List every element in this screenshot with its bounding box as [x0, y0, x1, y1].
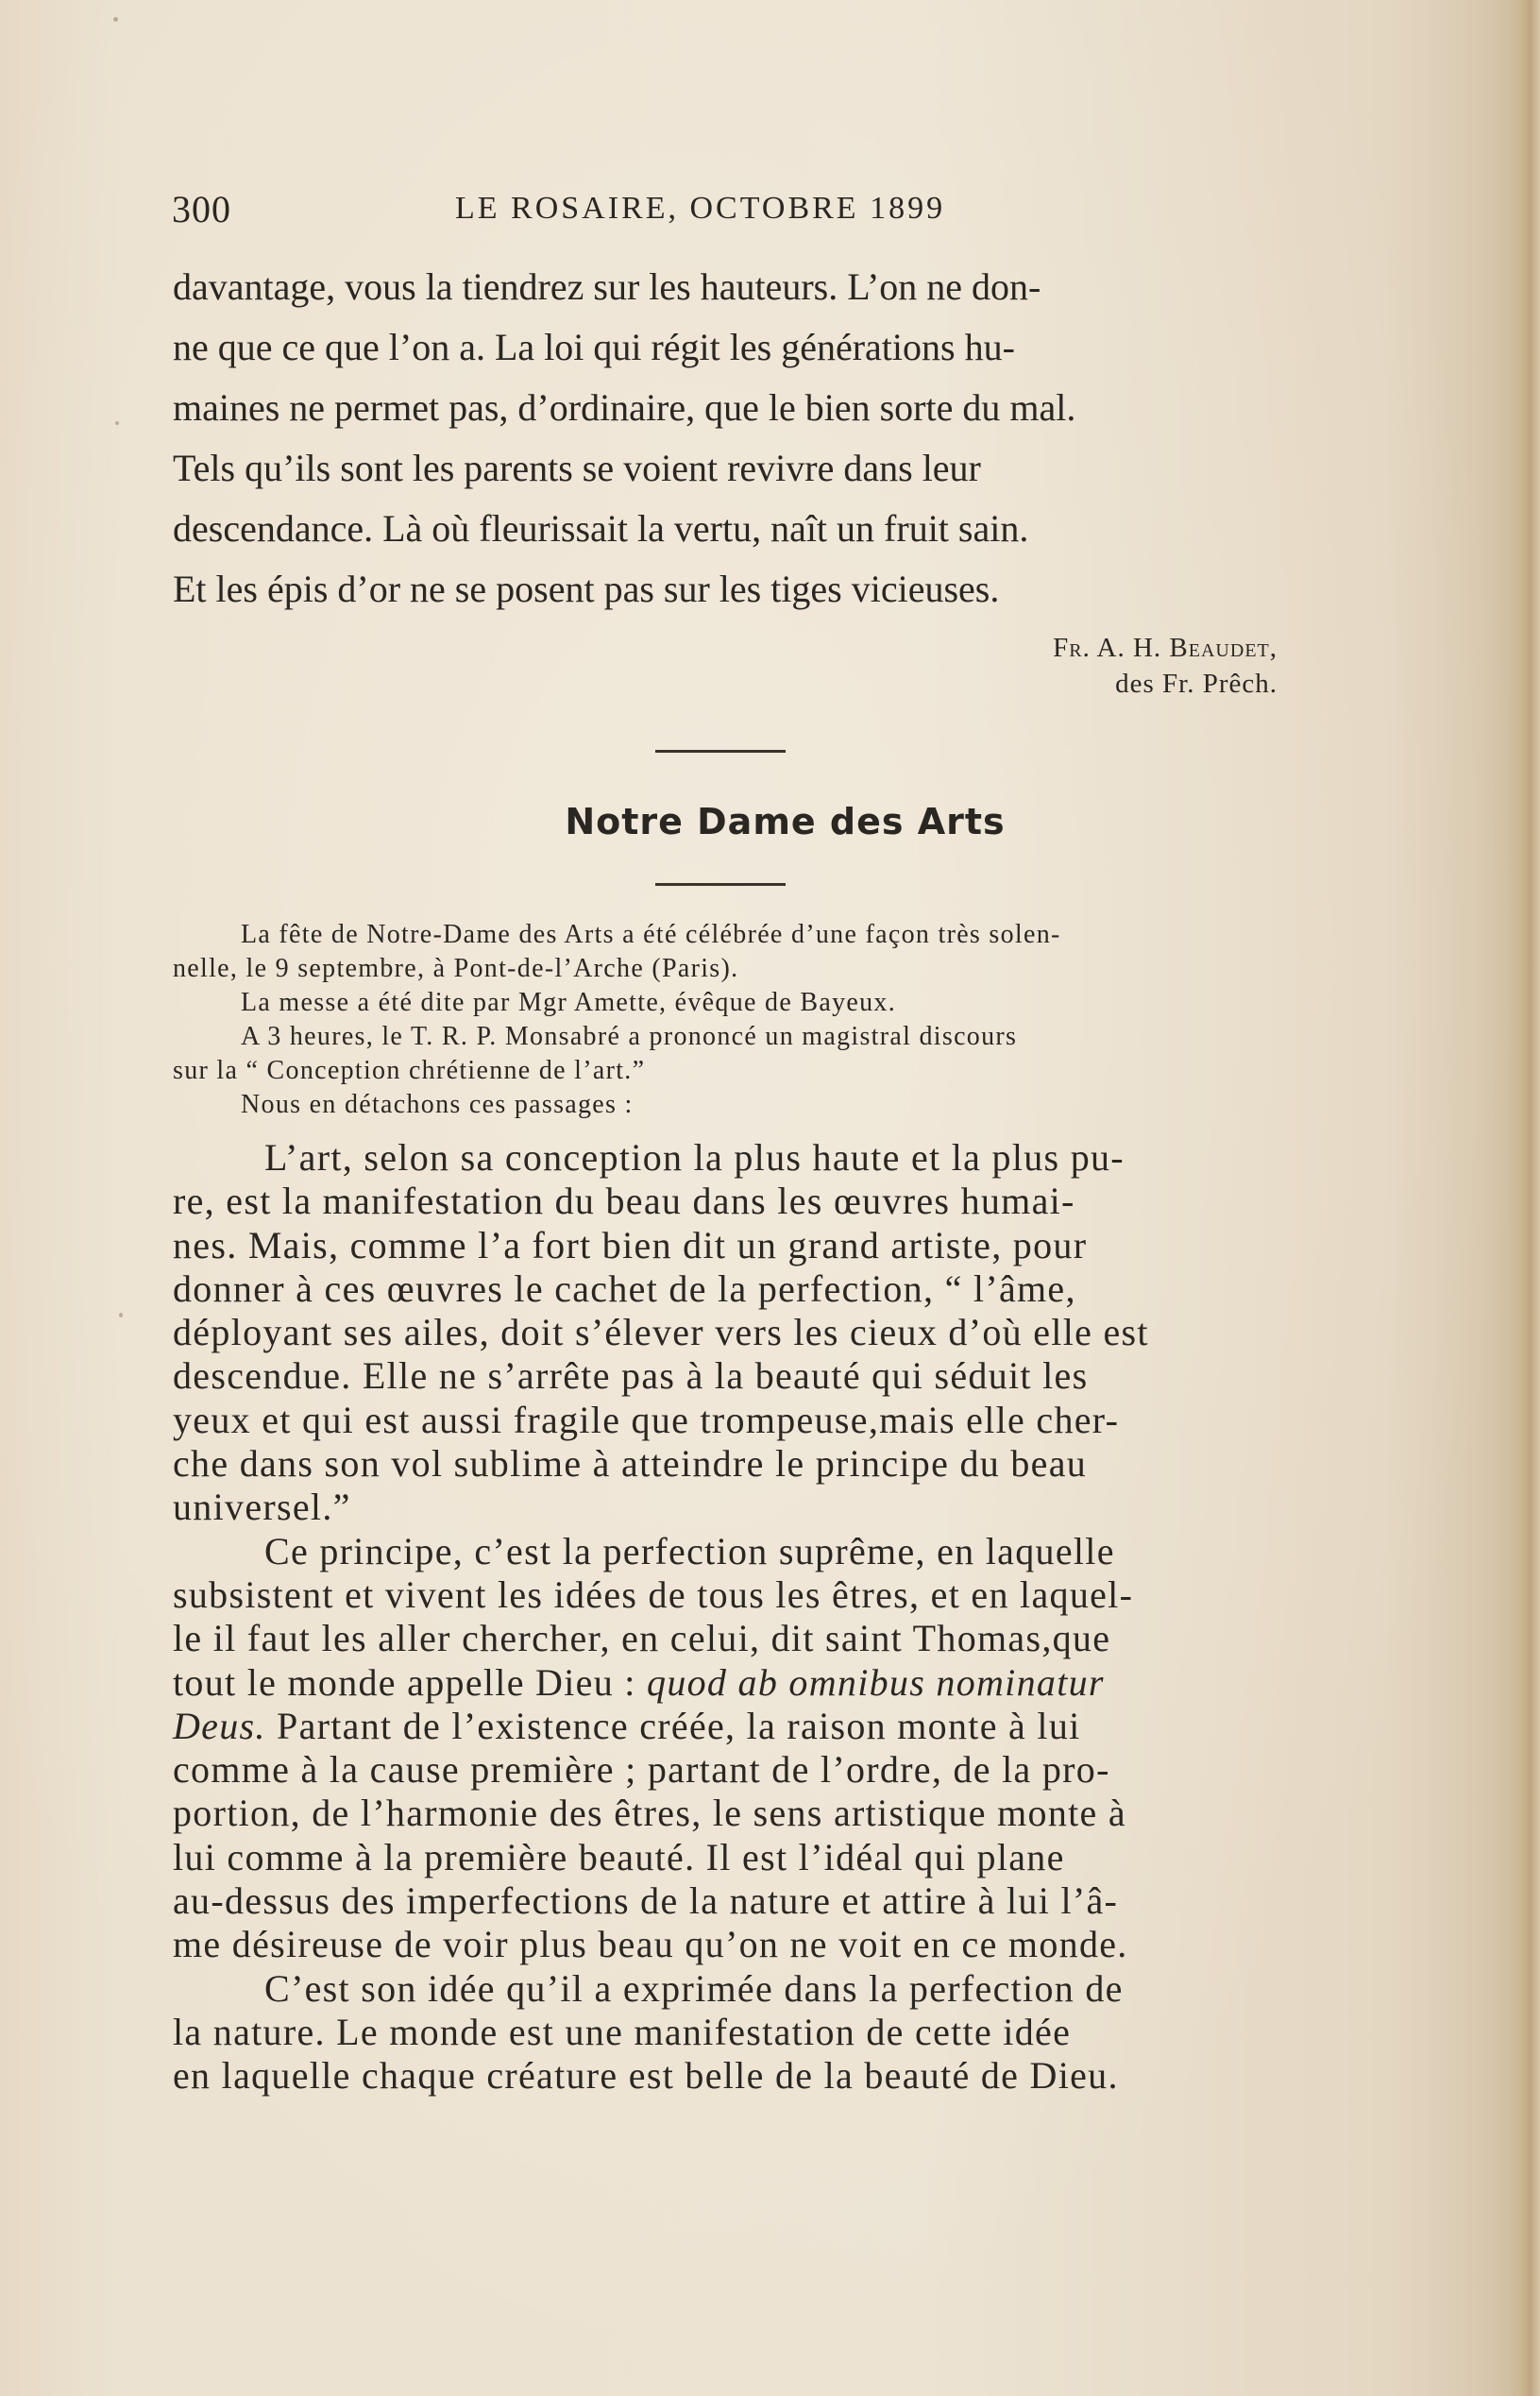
intro-line: sur la “ Conception chrétienne de l’art.” [173, 1056, 646, 1085]
author-signature [1053, 630, 1278, 702]
article-line: descendue. Elle ne s’arrête pas à la beauté qui séduit les [173, 1354, 1089, 1398]
article-line: universel.” [173, 1486, 351, 1529]
page-edge-shadow [1508, 0, 1540, 2396]
section-rule-top [655, 750, 786, 753]
article-line [173, 1705, 1278, 1748]
paper-speck [119, 1313, 123, 1317]
text-line: davantage, vous la tiendrez sur les hauteurs. L’on ne don- [173, 265, 1041, 308]
intro-line: A 3 heures, le T. R. P. Monsabré a prononcé un magistral discours [241, 1022, 1018, 1051]
article-text: Partant de l’existence créée, la raison monte à lui [265, 1704, 1081, 1747]
intro-line: nelle, le 9 septembre, à Pont-de-l’Arche (Paris). [173, 954, 739, 983]
article-line: lui comme à la première beauté. Il est l’idéal qui plane [173, 1835, 1065, 1878]
article-line: la nature. Le monde est une manifestation de cette idée [173, 2010, 1072, 2053]
author-name: Fr. A. H. Beaudet, [1053, 633, 1278, 663]
section-rule-bottom [655, 883, 786, 886]
text-line: descendance. Là où fleurissait la vertu, naît un fruit sain. [173, 507, 1029, 550]
article-line: portion, de l’harmonie des êtres, le sens artistique monte à [173, 1792, 1126, 1835]
article-line: me désireuse de voir plus beau qu’on ne voit en ce monde. [173, 1923, 1128, 1966]
article-line [173, 1661, 1278, 1705]
author-order: des Fr. Prêch. [1115, 669, 1278, 699]
article-line: che dans son vol sublime à atteindre le principe du beau [173, 1442, 1088, 1486]
article-body [173, 1136, 1278, 2099]
text-line: Tels qu’ils sont les parents se voient revivre dans leur [173, 447, 981, 489]
article-line: nes. Mais, comme l’a fort bien dit un grand artiste, pour [173, 1223, 1088, 1266]
article-text: tout le monde appelle Dieu : [173, 1660, 648, 1704]
article-line: yeux et qui est aussi fragile que trompeuse,mais elle cher- [173, 1398, 1120, 1441]
article-line: Ce principe, c’est la perfection suprême, en laquelle [264, 1529, 1115, 1572]
article-line: comme à la cause première ; partant de l’ordre, de la pro- [173, 1748, 1110, 1792]
text-line: Et les épis d’or ne se posent pas sur les tiges vicieuses. [173, 568, 1000, 610]
article-line: au-dessus des imperfections de la nature et attire à lui l’â- [173, 1879, 1119, 1923]
article-line: subsistent et vivent les idées de tous les êtres, et en laquel- [173, 1572, 1134, 1616]
paper-speck [113, 17, 118, 22]
continuation-paragraph [173, 257, 1278, 620]
intro-line: La messe a été dite par Mgr Amette, évêque de Bayeux. [241, 988, 896, 1017]
paper-speck [115, 421, 119, 425]
article-line: déployant ses ailes, doit s’élever vers les cieux d’où elle est [173, 1311, 1149, 1354]
latin-quote: Deus. [173, 1704, 266, 1747]
intro-note [173, 918, 1278, 1122]
section-title: Notre Dame des Arts [565, 801, 1006, 842]
article-line: le il faut les aller chercher, en celui, dit saint Thomas,que [173, 1617, 1111, 1660]
page-header [172, 187, 982, 234]
latin-quote: quod ab omnibus nominatur [647, 1660, 1105, 1704]
page-number: 300 [172, 188, 231, 230]
article-line: en laquelle chaque créature est belle de la beauté de Dieu. [173, 2054, 1119, 2098]
running-head: LE ROSAIRE, OCTOBRE 1899 [455, 191, 946, 226]
article-line: L’art, selon sa conception la plus haute et la plus pu- [264, 1136, 1125, 1179]
intro-line: La fête de Notre-Dame des Arts a été célébrée d’une façon très solen- [241, 920, 1061, 949]
intro-line: Nous en détachons ces passages : [241, 1090, 634, 1119]
text-line: ne que ce que l’on a. La loi qui régit les générations hu- [173, 326, 1015, 368]
article-line: C’est son idée qu’il a exprimée dans la perfection de [264, 1966, 1124, 2010]
article-line: donner à ces œuvres le cachet de la perfection, “ l’âme, [173, 1266, 1076, 1310]
text-line: maines ne permet pas, d’ordinaire, que le bien sorte du mal. [173, 386, 1076, 429]
article-line: re, est la manifestation du beau dans les œuvres humai- [173, 1180, 1075, 1223]
